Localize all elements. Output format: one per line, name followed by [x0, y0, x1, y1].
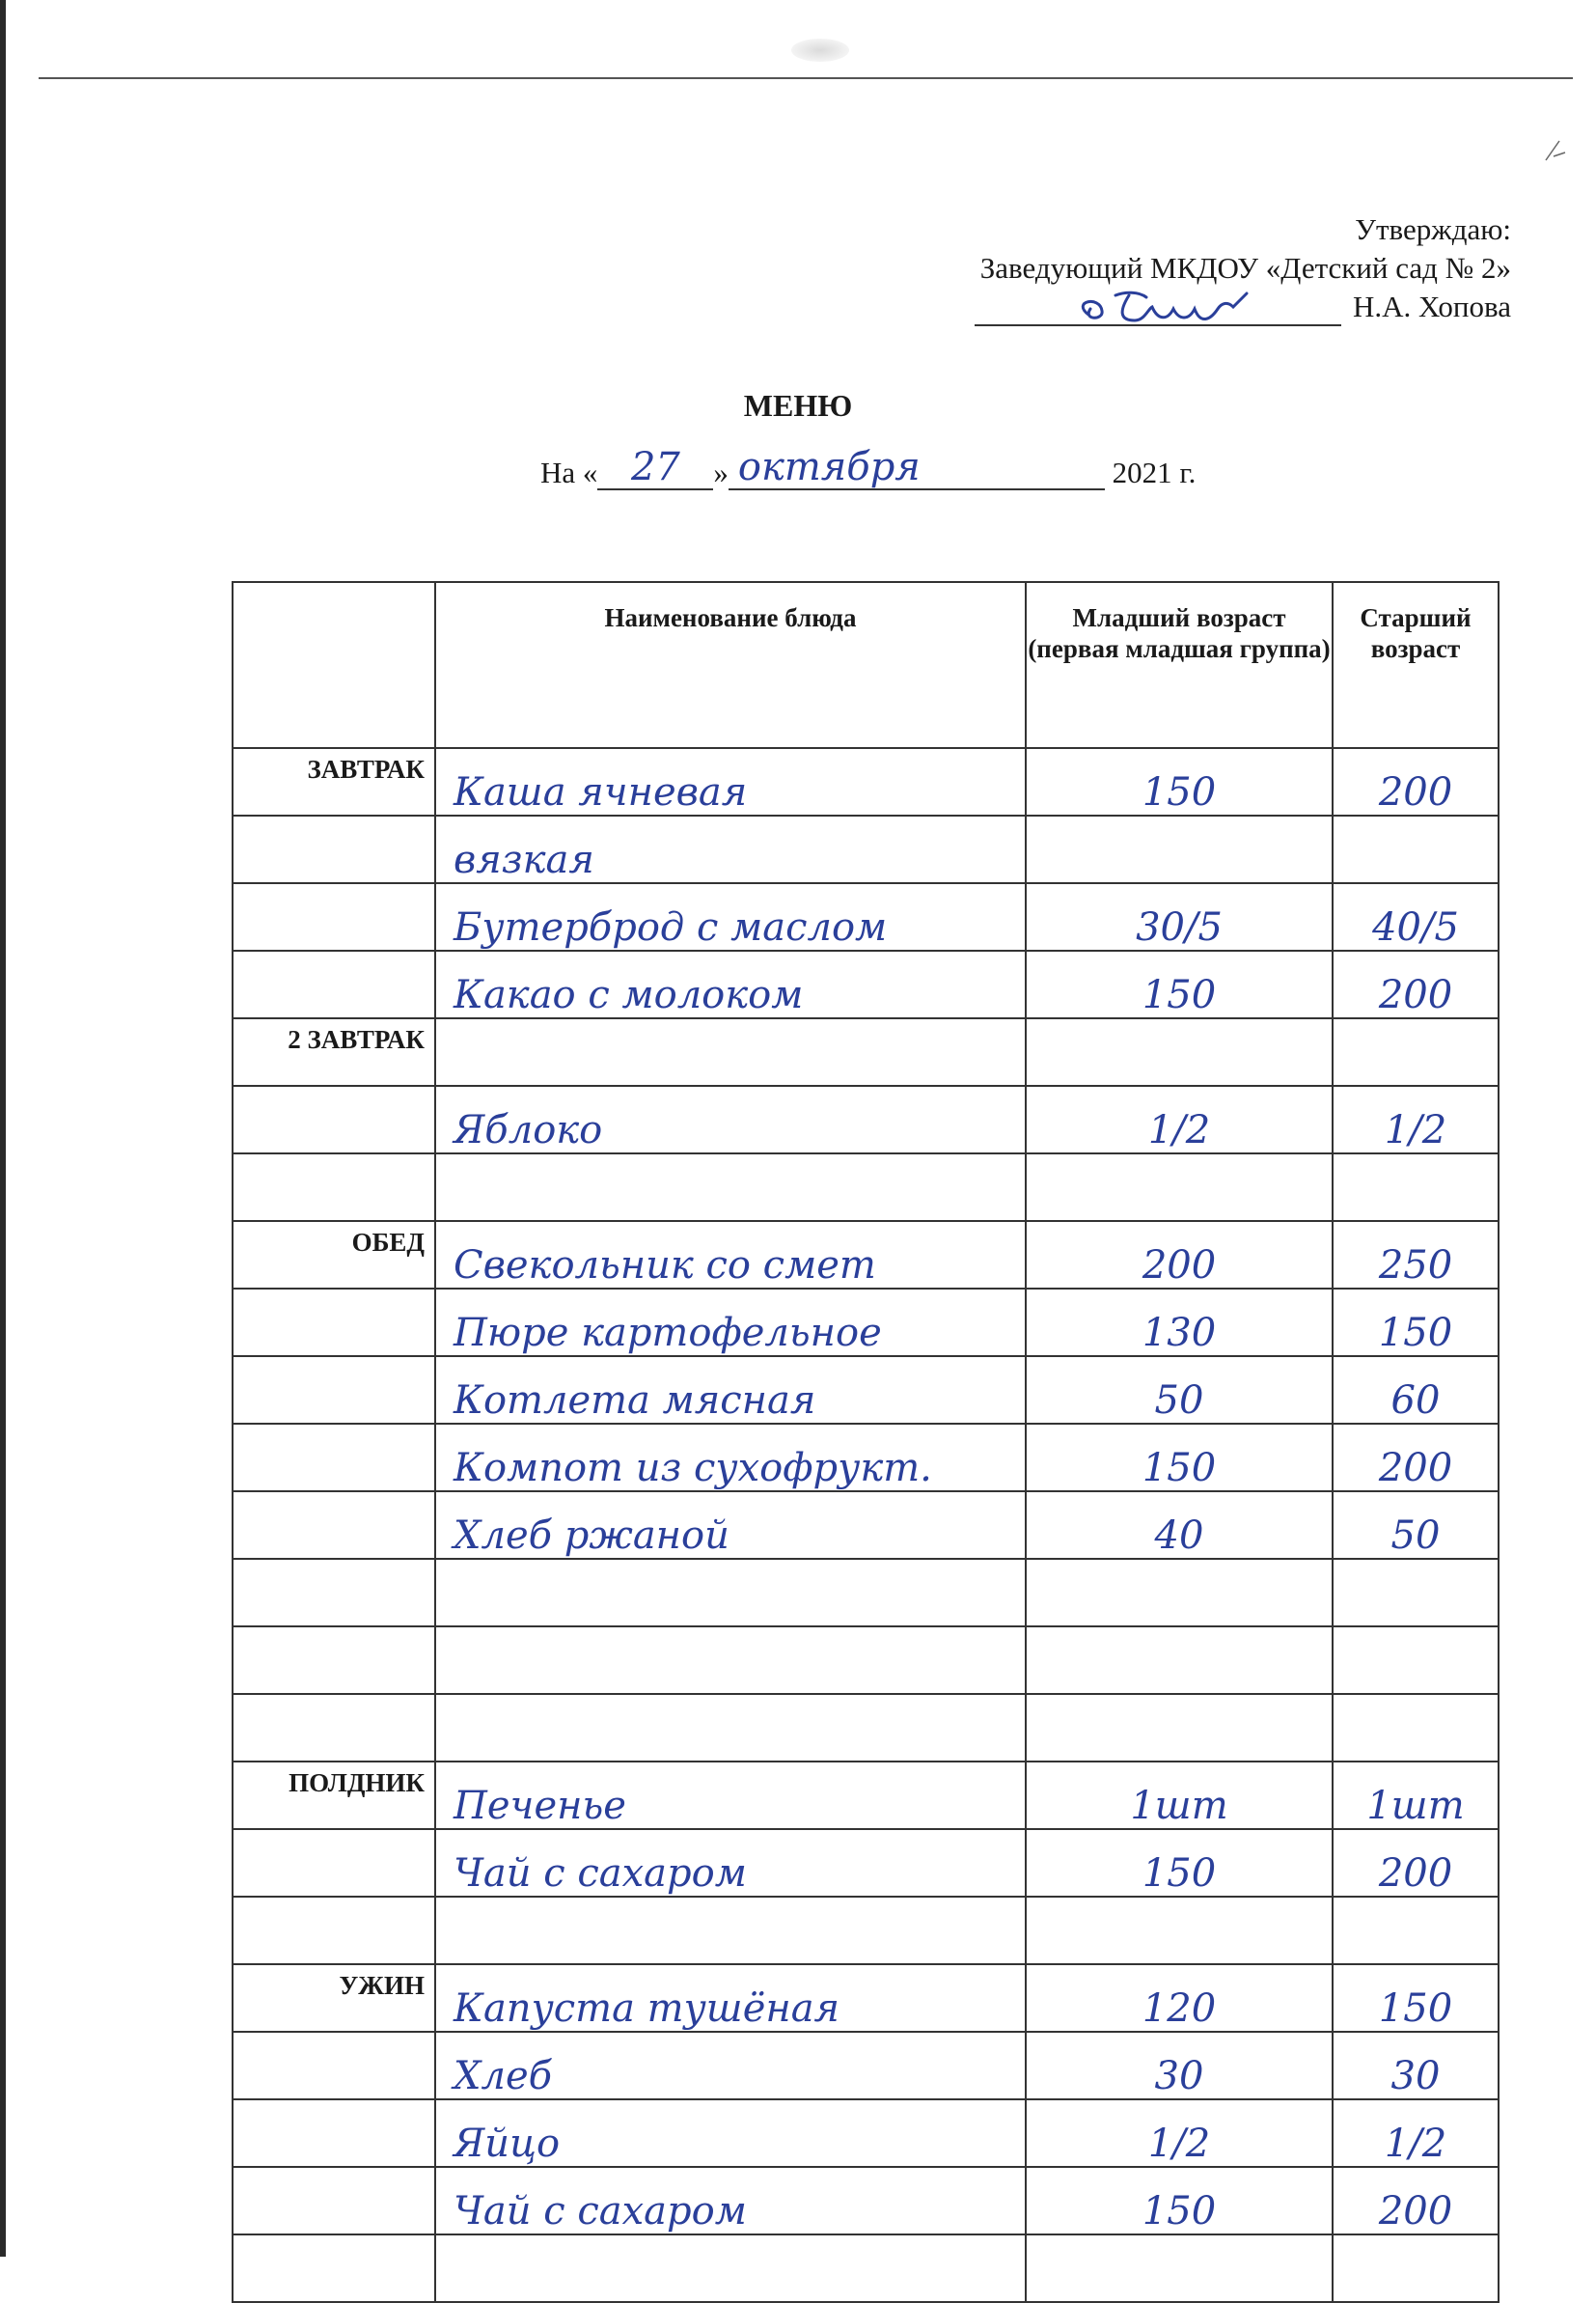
senior-portion-cell — [1333, 1153, 1499, 1221]
scan-edge — [0, 0, 6, 2257]
meal-cell — [233, 1626, 435, 1694]
meal-cell: ПОЛДНИК — [233, 1762, 435, 1829]
meal-cell — [233, 883, 435, 951]
meal-cell — [233, 1491, 435, 1559]
meal-cell — [233, 2099, 435, 2167]
junior-portion-cell: 150 — [1026, 2167, 1333, 2234]
senior-portion-cell: 1/2 — [1333, 2099, 1499, 2167]
menu-grid — [232, 581, 1500, 2303]
scan-smudge — [791, 39, 849, 62]
meal-cell: ОБЕД — [233, 1221, 435, 1289]
header-senior: Старший возраст — [1333, 582, 1499, 748]
meal-cell — [233, 1289, 435, 1356]
dish-cell: Чай с сахаром — [435, 2167, 1026, 2234]
table-row — [233, 1762, 1499, 1829]
dish-cell: Бутерброд с маслом — [435, 883, 1026, 951]
dish-cell — [435, 1626, 1026, 1694]
senior-portion-cell: 200 — [1333, 951, 1499, 1018]
junior-portion-cell: 1/2 — [1026, 1086, 1333, 1153]
table-row — [233, 1694, 1499, 1762]
meal-cell — [233, 1829, 435, 1897]
junior-portion-cell — [1026, 1694, 1333, 1762]
senior-portion-cell: 60 — [1333, 1356, 1499, 1424]
meal-cell: УЖИН — [233, 1964, 435, 2032]
approver-position: Заведующий МКДОУ «Детский сад № 2» — [979, 251, 1511, 285]
dish-cell: Пюре картофельное — [435, 1289, 1026, 1356]
dish-cell — [435, 1694, 1026, 1762]
meal-cell: ЗАВТРАК — [233, 748, 435, 816]
table-row — [233, 2167, 1499, 2234]
dish-cell: Свекольник со смет — [435, 1221, 1026, 1289]
approver-name: Н.А. Хопова — [1352, 290, 1511, 323]
table-row — [233, 1289, 1499, 1356]
table-row — [233, 1221, 1499, 1289]
dish-cell — [435, 1153, 1026, 1221]
junior-portion-cell: 120 — [1026, 1964, 1333, 2032]
dish-cell — [435, 1559, 1026, 1626]
meal-cell — [233, 1356, 435, 1424]
meal-cell — [233, 2167, 435, 2234]
date-mid: » — [713, 456, 729, 489]
menu-table — [232, 581, 1498, 2234]
header-meal — [233, 582, 435, 748]
senior-portion-cell — [1333, 1559, 1499, 1626]
table-row — [233, 1153, 1499, 1221]
senior-portion-cell — [1333, 1626, 1499, 1694]
table-row — [233, 2032, 1499, 2099]
top-rule — [39, 77, 1573, 79]
senior-portion-cell: 50 — [1333, 1491, 1499, 1559]
dish-cell: Яблоко — [435, 1086, 1026, 1153]
meal-cell — [233, 2234, 435, 2302]
table-row — [233, 2099, 1499, 2167]
signature-icon — [975, 282, 1341, 330]
date-day: 27 — [597, 446, 713, 490]
junior-portion-cell — [1026, 1018, 1333, 1086]
meal-cell — [233, 2032, 435, 2099]
meal-cell — [233, 1694, 435, 1762]
junior-portion-cell: 130 — [1026, 1289, 1333, 1356]
junior-portion-cell: 150 — [1026, 1424, 1333, 1491]
page-title: МЕНЮ — [743, 388, 853, 423]
table-row — [233, 1559, 1499, 1626]
date-month: октября — [729, 446, 1105, 490]
senior-portion-cell: 200 — [1333, 2167, 1499, 2234]
meal-cell — [233, 951, 435, 1018]
table-row — [233, 1086, 1499, 1153]
senior-portion-cell — [1333, 2234, 1499, 2302]
menu-date — [540, 446, 1196, 490]
junior-portion-cell — [1026, 1153, 1333, 1221]
table-row — [233, 1491, 1499, 1559]
senior-portion-cell: 200 — [1333, 748, 1499, 816]
junior-portion-cell: 150 — [1026, 951, 1333, 1018]
junior-portion-cell: 1/2 — [1026, 2099, 1333, 2167]
corner-pencil-mark — [1542, 135, 1571, 164]
junior-portion-cell — [1026, 816, 1333, 883]
meal-cell — [233, 1153, 435, 1221]
senior-portion-cell: 150 — [1333, 1964, 1499, 2032]
meal-cell — [233, 1559, 435, 1626]
table-row — [233, 1424, 1499, 1491]
table-row — [233, 951, 1499, 1018]
junior-portion-cell: 30 — [1026, 2032, 1333, 2099]
junior-portion-cell: 150 — [1026, 748, 1333, 816]
senior-portion-cell: 30 — [1333, 2032, 1499, 2099]
meal-cell: 2 ЗАВТРАК — [233, 1018, 435, 1086]
signature-line — [975, 288, 1341, 326]
senior-portion-cell: 1шт — [1333, 1762, 1499, 1829]
junior-portion-cell — [1026, 2234, 1333, 2302]
senior-portion-cell: 150 — [1333, 1289, 1499, 1356]
table-row — [233, 1964, 1499, 2032]
meal-cell — [233, 1897, 435, 1964]
junior-portion-cell — [1026, 1897, 1333, 1964]
dish-cell: Яйцо — [435, 2099, 1026, 2167]
dish-cell — [435, 1897, 1026, 1964]
senior-portion-cell: 200 — [1333, 1829, 1499, 1897]
dish-cell: Хлеб ржаной — [435, 1491, 1026, 1559]
table-header — [233, 582, 1499, 748]
junior-portion-cell: 50 — [1026, 1356, 1333, 1424]
junior-portion-cell: 30/5 — [1026, 883, 1333, 951]
junior-portion-cell: 40 — [1026, 1491, 1333, 1559]
table-row — [233, 1897, 1499, 1964]
dish-cell: Хлеб — [435, 2032, 1026, 2099]
dish-cell: Каша ячневая — [435, 748, 1026, 816]
header-dish: Наименование блюда — [435, 582, 1026, 748]
meal-cell — [233, 816, 435, 883]
table-row — [233, 816, 1499, 883]
table-row — [233, 1626, 1499, 1694]
dish-cell: Капуста тушёная — [435, 1964, 1026, 2032]
junior-portion-cell — [1026, 1559, 1333, 1626]
dish-cell: вязкая — [435, 816, 1026, 883]
dish-cell: Какао с молоком — [435, 951, 1026, 1018]
meal-cell — [233, 1086, 435, 1153]
meal-cell — [233, 1424, 435, 1491]
dish-cell: Компот из сухофрукт. — [435, 1424, 1026, 1491]
table-row — [233, 1356, 1499, 1424]
junior-portion-cell: 1шт — [1026, 1762, 1333, 1829]
senior-portion-cell: 1/2 — [1333, 1086, 1499, 1153]
senior-portion-cell — [1333, 1694, 1499, 1762]
junior-portion-cell: 150 — [1026, 1829, 1333, 1897]
table-row — [233, 1018, 1499, 1086]
senior-portion-cell — [1333, 1018, 1499, 1086]
junior-portion-cell — [1026, 1626, 1333, 1694]
date-year: 2021 г. — [1112, 456, 1197, 489]
senior-portion-cell — [1333, 1897, 1499, 1964]
dish-cell: Котлета мясная — [435, 1356, 1026, 1424]
senior-portion-cell: 200 — [1333, 1424, 1499, 1491]
senior-portion-cell: 250 — [1333, 1221, 1499, 1289]
senior-portion-cell — [1333, 816, 1499, 883]
approval-block — [975, 210, 1511, 326]
senior-portion-cell: 40/5 — [1333, 883, 1499, 951]
junior-portion-cell: 200 — [1026, 1221, 1333, 1289]
dish-cell: Чай с сахаром — [435, 1829, 1026, 1897]
header-junior: Младший возраст (первая младшая группа) — [1026, 582, 1333, 748]
date-prefix: На « — [540, 456, 598, 489]
table-row — [233, 1829, 1499, 1897]
table-row — [233, 2234, 1499, 2302]
dish-cell — [435, 1018, 1026, 1086]
approver-signature-line — [975, 288, 1511, 326]
table-row — [233, 748, 1499, 816]
table-row — [233, 883, 1499, 951]
approval-label: Утверждаю: — [1355, 212, 1511, 246]
dish-cell: Печенье — [435, 1762, 1026, 1829]
dish-cell — [435, 2234, 1026, 2302]
